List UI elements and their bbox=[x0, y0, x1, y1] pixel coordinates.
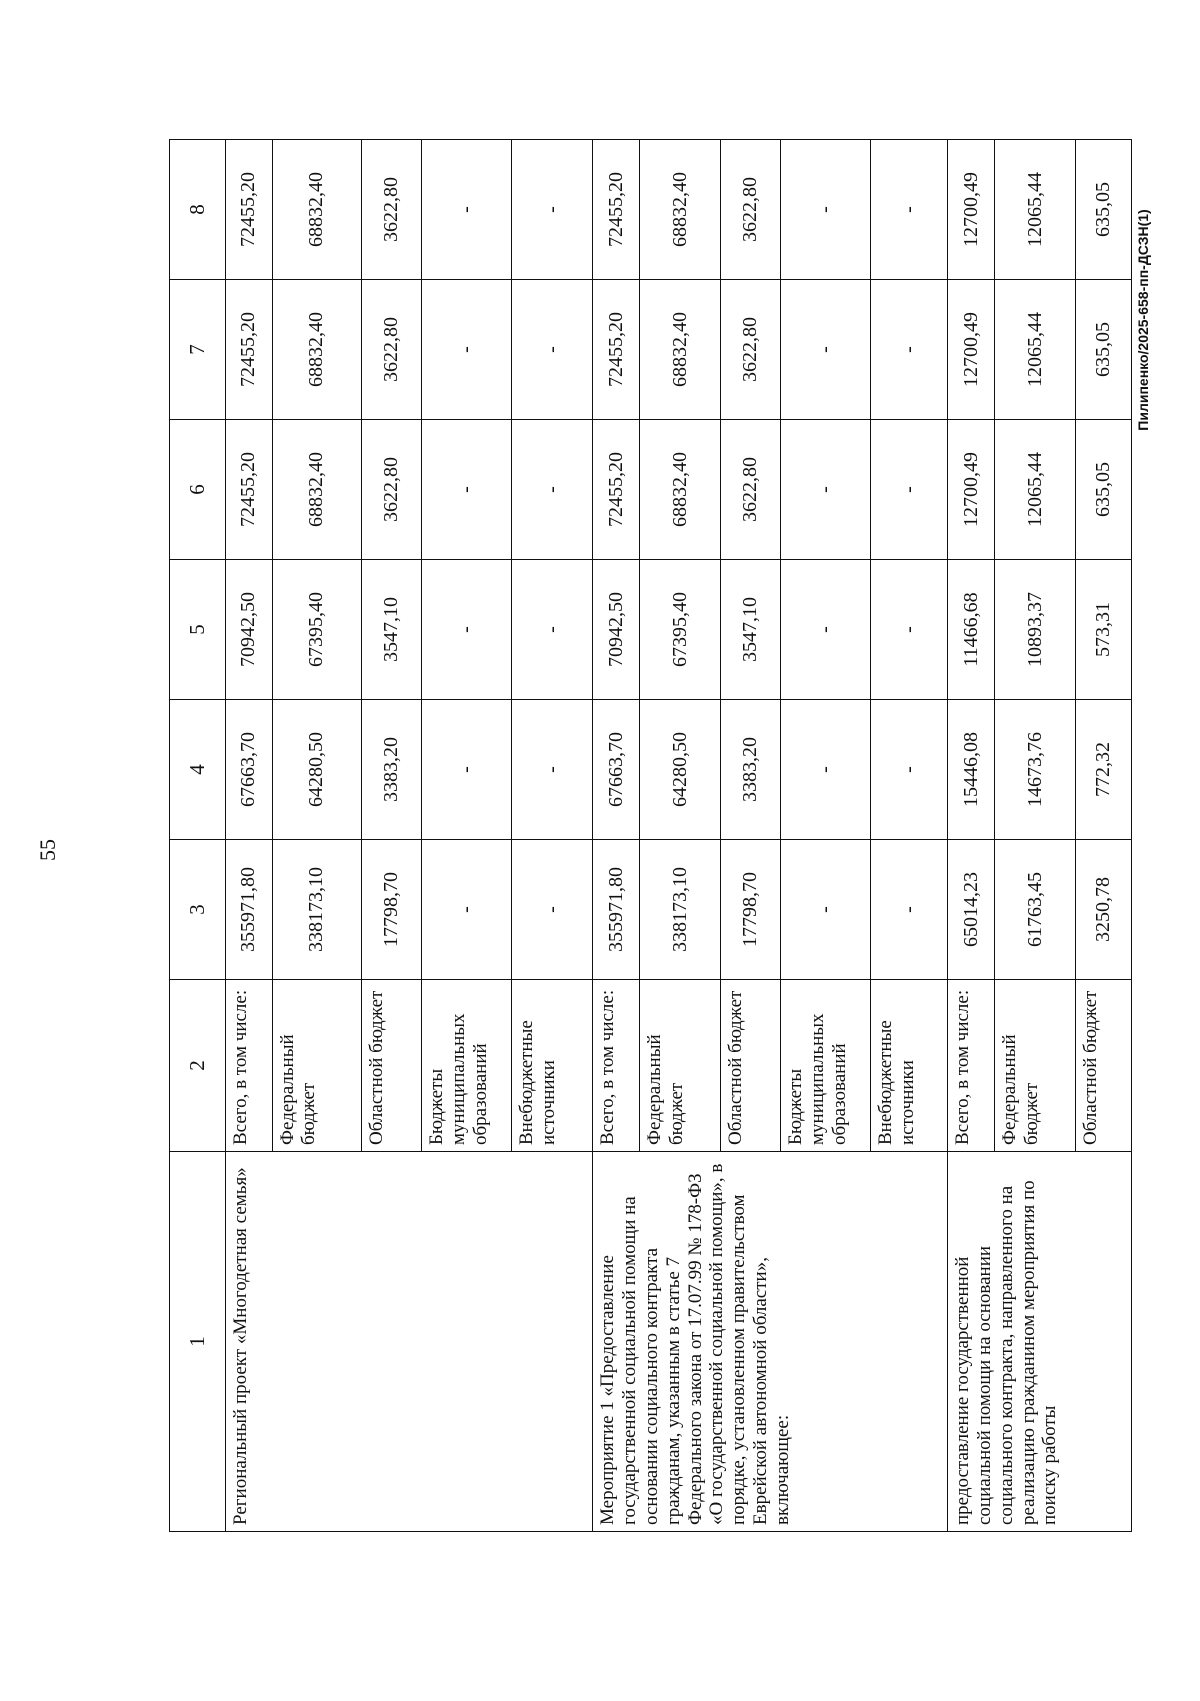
value-cell: 3622,80 bbox=[362, 420, 422, 560]
value-cell: 10893,37 bbox=[995, 560, 1076, 700]
value-cell: 67663,70 bbox=[225, 700, 272, 840]
value-cell: 68832,40 bbox=[272, 280, 362, 420]
value-cell: 67663,70 bbox=[593, 700, 640, 840]
value-cell: 65014,23 bbox=[948, 840, 995, 980]
funding-source-cell: Внебюджетные источники bbox=[871, 980, 948, 1152]
funding-source-cell: Бюджеты муниципальных образований bbox=[781, 980, 871, 1152]
value-cell: 68832,40 bbox=[640, 140, 721, 280]
value-cell: 70942,50 bbox=[593, 560, 640, 700]
value-cell: - bbox=[871, 840, 948, 980]
funding-source-cell: Бюджеты муниципальных образований bbox=[422, 980, 512, 1152]
funding-source-cell: Внебюджетные источники bbox=[512, 980, 593, 1152]
value-cell: - bbox=[781, 140, 871, 280]
section-name-cell: Региональный проект «Многодетная семья» bbox=[225, 1152, 593, 1532]
value-cell: 11466,68 bbox=[948, 560, 995, 700]
value-cell: - bbox=[512, 280, 593, 420]
value-cell: - bbox=[781, 700, 871, 840]
value-cell: - bbox=[781, 420, 871, 560]
value-cell: 64280,50 bbox=[640, 700, 721, 840]
footer-document-code: Пилипенко/2025-658-пп-ДСЗН(1) bbox=[1135, 209, 1151, 431]
column-header: 1 bbox=[170, 1152, 226, 1532]
value-cell: 67395,40 bbox=[272, 560, 362, 700]
value-cell: 3547,10 bbox=[362, 560, 422, 700]
value-cell: 3383,20 bbox=[362, 700, 422, 840]
value-cell: 635,05 bbox=[1076, 280, 1132, 420]
value-cell: 72455,20 bbox=[593, 140, 640, 280]
value-cell: 338173,10 bbox=[272, 840, 362, 980]
value-cell: 12065,44 bbox=[995, 420, 1076, 560]
value-cell: - bbox=[512, 420, 593, 560]
value-cell: 12700,49 bbox=[948, 280, 995, 420]
value-cell: - bbox=[871, 420, 948, 560]
column-header: 5 bbox=[170, 560, 226, 700]
funding-source-cell: Областной бюджет bbox=[1076, 980, 1132, 1152]
value-cell: 70942,50 bbox=[225, 560, 272, 700]
table-row bbox=[225, 140, 272, 1532]
column-header: 8 bbox=[170, 140, 226, 280]
value-cell: - bbox=[512, 700, 593, 840]
value-cell: 61763,45 bbox=[995, 840, 1076, 980]
value-cell: - bbox=[871, 700, 948, 840]
column-header: 6 bbox=[170, 420, 226, 560]
value-cell: - bbox=[871, 140, 948, 280]
section-name-cell: Мероприятие 1 «Предоставление государственной социальной помощи на основании социального контракта гражданам, указанным в статье 7 Федерального закона от 17.07.99 № 178-ФЗ «О государственной социальной помощи», в порядке, установленном правительством Еврейской автономной области», включающее: bbox=[593, 1152, 948, 1532]
value-cell: - bbox=[781, 840, 871, 980]
value-cell: 14673,76 bbox=[995, 700, 1076, 840]
value-cell: - bbox=[512, 560, 593, 700]
value-cell: - bbox=[871, 280, 948, 420]
value-cell: 68832,40 bbox=[640, 280, 721, 420]
value-cell: 355971,80 bbox=[593, 840, 640, 980]
value-cell: 64280,50 bbox=[272, 700, 362, 840]
funding-source-cell: Всего, в том числе: bbox=[593, 980, 640, 1152]
value-cell: 72455,20 bbox=[593, 280, 640, 420]
value-cell: 72455,20 bbox=[593, 420, 640, 560]
value-cell: 72455,20 bbox=[225, 140, 272, 280]
value-cell: 67395,40 bbox=[640, 560, 721, 700]
value-cell: 338173,10 bbox=[640, 840, 721, 980]
value-cell: - bbox=[512, 140, 593, 280]
value-cell: 68832,40 bbox=[640, 420, 721, 560]
value-cell: - bbox=[422, 560, 512, 700]
value-cell: 3383,20 bbox=[721, 700, 781, 840]
funding-source-cell: Федеральный бюджет bbox=[640, 980, 721, 1152]
value-cell: 17798,70 bbox=[721, 840, 781, 980]
value-cell: 635,05 bbox=[1076, 420, 1132, 560]
value-cell: 3622,80 bbox=[721, 140, 781, 280]
value-cell: - bbox=[422, 140, 512, 280]
column-header: 4 bbox=[170, 700, 226, 840]
column-header: 7 bbox=[170, 280, 226, 420]
table-row bbox=[593, 140, 640, 1532]
value-cell: 68832,40 bbox=[272, 420, 362, 560]
value-cell: 3547,10 bbox=[721, 560, 781, 700]
value-cell: - bbox=[871, 560, 948, 700]
page-number: 55 bbox=[35, 839, 60, 861]
budget-table bbox=[169, 139, 1132, 1532]
table-container bbox=[169, 140, 1132, 1532]
value-cell: - bbox=[422, 700, 512, 840]
column-header: 2 bbox=[170, 980, 226, 1152]
value-cell: - bbox=[422, 420, 512, 560]
value-cell: - bbox=[422, 280, 512, 420]
value-cell: - bbox=[512, 840, 593, 980]
value-cell: 573,31 bbox=[1076, 560, 1132, 700]
value-cell: 635,05 bbox=[1076, 140, 1132, 280]
value-cell: 3250,78 bbox=[1076, 840, 1132, 980]
funding-source-cell: Областной бюджет bbox=[721, 980, 781, 1152]
value-cell: 17798,70 bbox=[362, 840, 422, 980]
funding-source-cell: Федеральный бюджет bbox=[995, 980, 1076, 1152]
column-header: 3 bbox=[170, 840, 226, 980]
value-cell: 772,32 bbox=[1076, 700, 1132, 840]
value-cell: 12065,44 bbox=[995, 280, 1076, 420]
value-cell: 72455,20 bbox=[225, 280, 272, 420]
value-cell: 12065,44 bbox=[995, 140, 1076, 280]
funding-source-cell: Всего, в том числе: bbox=[225, 980, 272, 1152]
funding-source-cell: Федеральный бюджет bbox=[272, 980, 362, 1152]
value-cell: 355971,80 bbox=[225, 840, 272, 980]
value-cell: 3622,80 bbox=[362, 280, 422, 420]
value-cell: 15446,08 bbox=[948, 700, 995, 840]
value-cell: 68832,40 bbox=[272, 140, 362, 280]
value-cell: 3622,80 bbox=[362, 140, 422, 280]
value-cell: 3622,80 bbox=[721, 420, 781, 560]
value-cell: 12700,49 bbox=[948, 140, 995, 280]
header-row bbox=[170, 140, 226, 1532]
section-name-cell: предоставление государственной социальной помощи на основании социального контракта, направленного на реализацию гражданином мероприятия по поиску работы bbox=[948, 1152, 1132, 1532]
funding-source-cell: Областной бюджет bbox=[362, 980, 422, 1152]
value-cell: 72455,20 bbox=[225, 420, 272, 560]
table-row bbox=[948, 140, 995, 1532]
value-cell: - bbox=[781, 280, 871, 420]
funding-source-cell: Всего, в том числе: bbox=[948, 980, 995, 1152]
value-cell: 3622,80 bbox=[721, 280, 781, 420]
value-cell: - bbox=[422, 840, 512, 980]
value-cell: 12700,49 bbox=[948, 420, 995, 560]
value-cell: - bbox=[781, 560, 871, 700]
